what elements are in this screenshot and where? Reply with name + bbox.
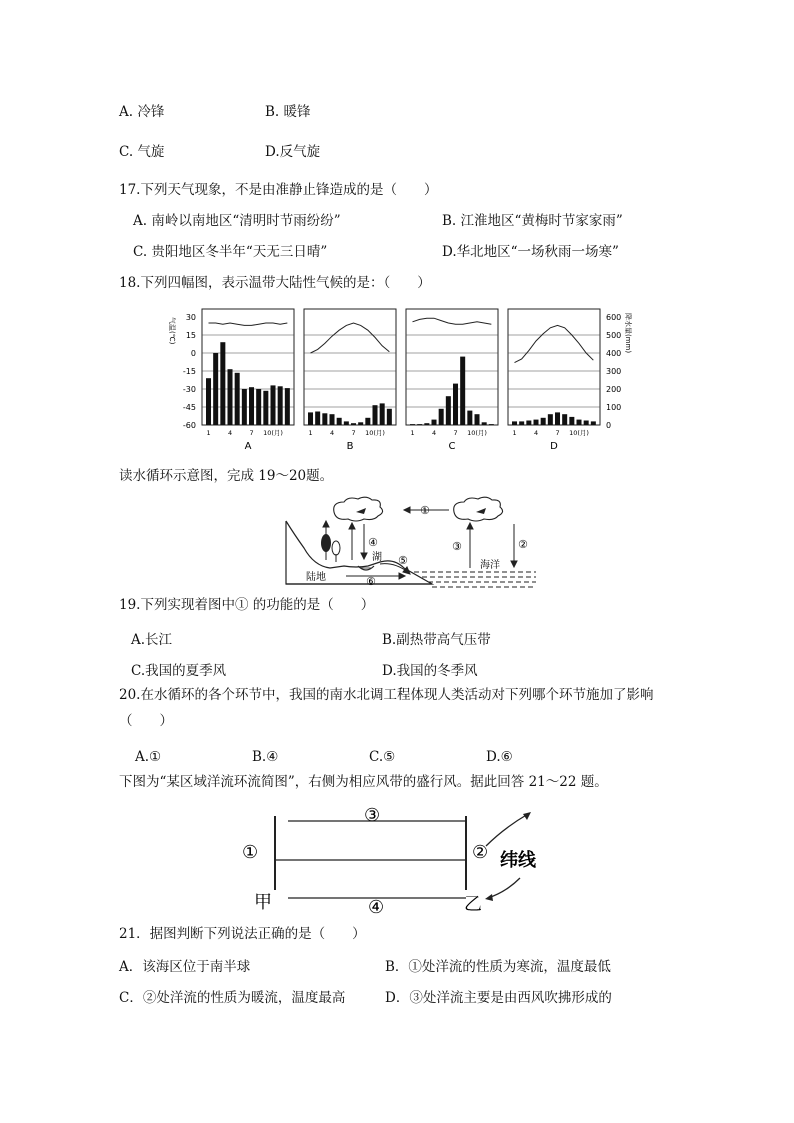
month-tick-label: 7	[351, 429, 356, 437]
panel-letter: A	[244, 441, 252, 452]
label-5: ⑤	[398, 554, 408, 567]
q20-option-d: D.⑥	[486, 749, 513, 765]
precip-bar	[519, 421, 524, 425]
precip-bar	[562, 414, 567, 425]
climate-panel-d	[508, 309, 600, 452]
q20-option-a: A.①	[135, 749, 162, 765]
label-1: ①	[420, 504, 430, 517]
wind-arrow-down	[488, 878, 520, 898]
q19-stem: 19.下列实现着图中① 的功能的是（ ）	[119, 597, 375, 613]
climate-panel-b	[304, 309, 396, 452]
precip-bar	[213, 353, 218, 425]
current-label-1: ①	[242, 842, 259, 863]
land-label: 陆地	[306, 572, 326, 583]
q20-stem: 20.在水循环的各个环节中，我国的南水北调工程体现人类活动对下列哪个环节施加了影响	[119, 687, 654, 703]
month-tick-label: 10(月)	[365, 429, 385, 437]
month-tick-label: 7	[249, 429, 254, 437]
q17-option-d: D.华北地区“一场秋雨一场寒”	[442, 244, 619, 260]
month-tick-label: 4	[431, 429, 437, 437]
precip-bar	[228, 369, 233, 425]
temp-tick-label: -15	[182, 367, 196, 376]
water-cycle-intro: 读水循环示意图，完成 19～20题。	[119, 468, 334, 484]
precip-bar	[380, 403, 385, 425]
precip-bar	[482, 422, 487, 425]
q21-option-c: C．②处洋流的性质为暖流，温度最高	[119, 990, 346, 1006]
q19-option-b: B.副热带高气压带	[382, 632, 491, 648]
precip-bar	[439, 409, 444, 425]
precip-bar	[263, 391, 268, 425]
temp-tick-label: -60	[182, 421, 196, 430]
q16-option-d: D.反气旋	[265, 144, 321, 160]
precip-bar	[460, 357, 465, 425]
precip-bar	[373, 405, 378, 425]
precip-bar	[206, 378, 211, 425]
month-tick-label: 7	[453, 429, 458, 437]
precip-bar	[577, 420, 582, 425]
current-intro: 下图为“某区域洋流环流简图”，右侧为相应风带的盛行风。据此回答 21～22 题。	[119, 774, 608, 790]
q20-option-b: B.④	[252, 749, 279, 765]
precip-bar	[526, 421, 531, 426]
q21-option-d: D．③处洋流主要是由西风吹拂形成的	[385, 990, 612, 1006]
panel-letter: D	[550, 441, 558, 452]
point-yi: 乙	[464, 894, 482, 915]
ocean-waves	[414, 572, 536, 587]
q17-option-b: B. 江淮地区“黄梅时节家家雨”	[442, 213, 623, 229]
current-label-4: ④	[368, 897, 385, 918]
panel-letter: C	[448, 441, 456, 452]
precip-bar	[278, 386, 283, 425]
point-jia: 甲	[254, 892, 272, 913]
precip-bar	[365, 418, 370, 425]
label-2: ②	[518, 538, 528, 551]
label-3: ③	[452, 540, 462, 553]
month-tick-label: 10(月)	[467, 429, 487, 437]
precip-bar	[410, 424, 415, 425]
precip-bar	[308, 412, 313, 425]
precip-tick-label: 100	[606, 403, 622, 412]
q16-option-a: A. 冷锋	[119, 104, 165, 120]
label-4: ④	[368, 536, 378, 549]
precip-bar	[534, 420, 539, 425]
q21-option-a: A．该海区位于南半球	[119, 959, 251, 975]
precip-bar	[584, 421, 589, 426]
temp-tick-label: -30	[182, 385, 196, 394]
cloud-icon-ocean	[454, 497, 503, 521]
current-label-2: ②	[472, 842, 489, 863]
precip-bar	[271, 385, 276, 425]
month-tick-label: 10(月)	[569, 429, 589, 437]
precip-bar	[242, 389, 247, 425]
q19-option-a: A.长江	[131, 632, 173, 648]
climate-panel-a	[202, 309, 294, 452]
q19-option-c: C.我国的夏季风	[131, 663, 227, 679]
precip-bar	[330, 414, 335, 425]
q19-option-d: D.我国的冬季风	[382, 663, 478, 679]
precip-bar	[541, 418, 546, 425]
precip-bar	[548, 414, 553, 425]
month-tick-label: 10(月)	[263, 429, 283, 437]
temp-tick-label: 30	[185, 313, 196, 322]
current-label-3: ③	[364, 805, 381, 826]
precip-bar	[424, 423, 429, 425]
q20-option-c: C.⑤	[369, 749, 396, 765]
precip-bar	[249, 387, 254, 425]
precip-bar	[322, 413, 327, 425]
month-tick-label: 1	[512, 429, 517, 437]
q17-option-c: C. 贵阳地区冬半年“天无三日晴”	[133, 244, 328, 260]
q18-stem: 18.下列四幅图，表示温带大陆性气候的是：（ ）	[119, 275, 431, 291]
precip-bar	[337, 418, 342, 425]
temp-tick-label: 15	[185, 331, 196, 340]
precip-bar	[235, 373, 240, 425]
month-tick-label: 4	[533, 429, 539, 437]
month-tick-label: 7	[555, 429, 560, 437]
precip-bar	[432, 420, 437, 425]
cloud-icon-land	[334, 497, 383, 521]
q21-option-b: B．①处洋流的性质为寒流，温度最低	[385, 959, 611, 975]
precip-bar	[358, 422, 363, 425]
precip-bar	[256, 389, 261, 425]
precip-tick-label: 0	[606, 421, 612, 430]
precip-bar	[315, 412, 320, 426]
precip-axis-label: 降水量(mm)	[624, 313, 632, 354]
precip-tick-label: 500	[606, 331, 622, 340]
climate-chart-figure	[160, 305, 635, 457]
precip-bar	[387, 409, 392, 425]
precip-tick-label: 200	[606, 385, 622, 394]
q17-stem: 17.下列天气现象，不是由准静止锋造成的是（ ）	[119, 182, 438, 198]
latitude-label: 纬线	[500, 850, 536, 871]
month-tick-label: 4	[227, 429, 233, 437]
tree-icon	[321, 534, 340, 562]
precip-tick-label: 400	[606, 349, 622, 358]
ocean-current-diagram	[238, 800, 558, 920]
precip-bar	[285, 388, 290, 425]
precip-tick-label: 300	[606, 367, 622, 376]
month-tick-label: 1	[206, 429, 211, 437]
temp-tick-label: 0	[190, 349, 196, 358]
precip-tick-label: 600	[606, 313, 622, 322]
temp-tick-label: -45	[182, 403, 196, 412]
precip-bar	[467, 411, 472, 425]
precip-bar	[489, 424, 494, 425]
q17-option-a: A. 南岭以南地区“清明时节雨纷纷”	[133, 213, 341, 229]
precip-bar	[555, 412, 560, 425]
precip-bar	[591, 421, 596, 425]
precip-bar	[351, 423, 356, 425]
precip-bar	[453, 384, 458, 425]
precip-bar	[446, 396, 451, 425]
water-cycle-diagram	[284, 496, 542, 591]
q16-option-c: C. 气旋	[119, 144, 165, 160]
q21-stem: 21．据图判断下列说法正确的是（ ）	[119, 926, 366, 942]
precip-bar	[475, 414, 480, 425]
precip-bar	[512, 421, 517, 425]
lake-label: 湖	[372, 552, 382, 563]
month-tick-label: 4	[329, 429, 335, 437]
precip-bar	[220, 342, 225, 425]
label-6: ⑥	[366, 575, 376, 588]
month-tick-label: 1	[410, 429, 415, 437]
panel-frame	[406, 309, 498, 425]
temp-axis-label: 气温(℃)	[168, 317, 176, 345]
precip-bar	[569, 417, 574, 425]
precip-bar	[344, 421, 349, 425]
month-tick-label: 1	[308, 429, 313, 437]
climate-panel-c	[406, 309, 498, 452]
ocean-label: 海洋	[480, 560, 500, 571]
panel-letter: B	[346, 441, 354, 452]
q20-answer-paren: （ ）	[119, 713, 173, 729]
q16-option-b: B. 暖锋	[265, 104, 311, 120]
wind-arrow-up	[486, 814, 528, 846]
precip-bar	[417, 424, 422, 425]
